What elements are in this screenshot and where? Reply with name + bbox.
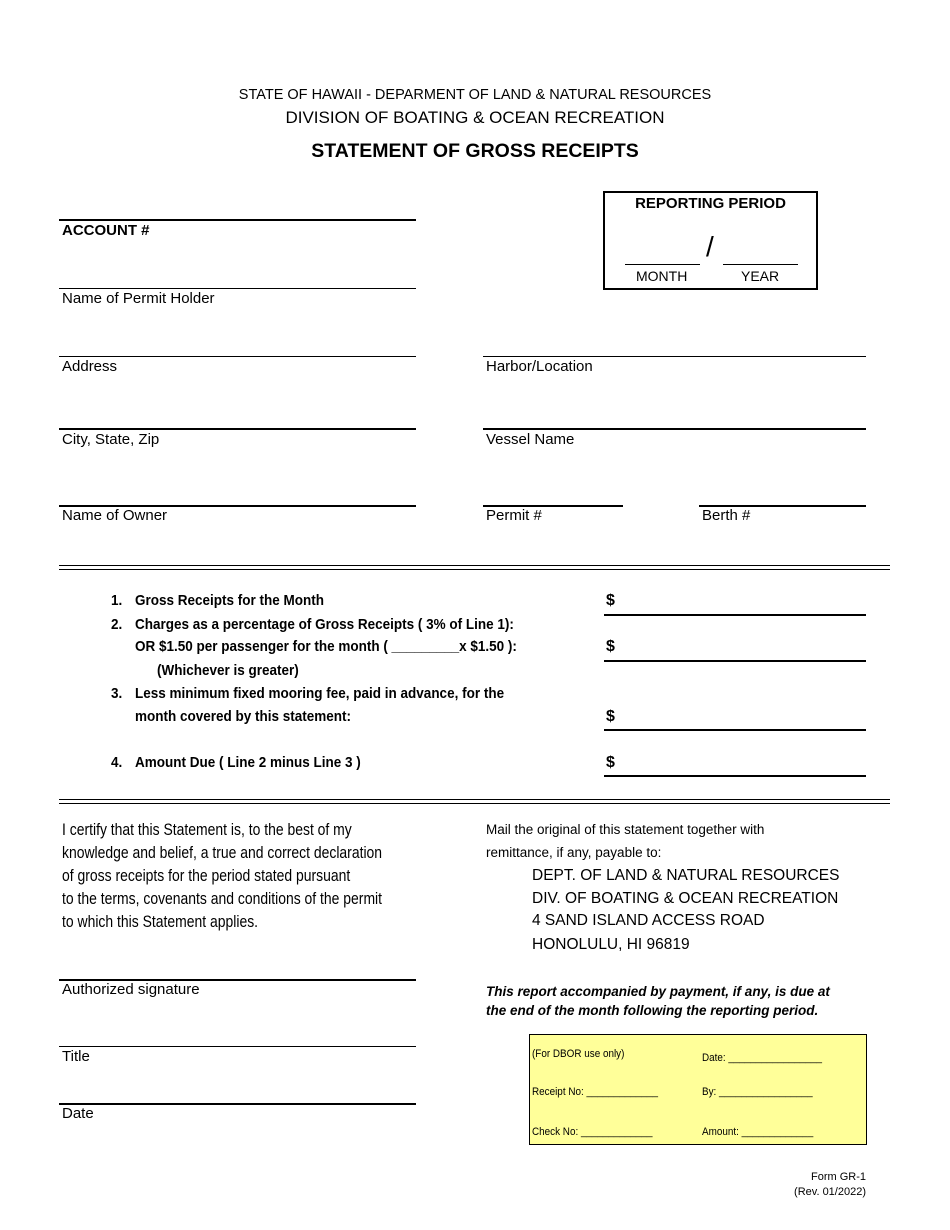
line-1-number: 1.	[111, 592, 123, 609]
office-receipt-field[interactable]: Receipt No: _____________	[532, 1086, 659, 1098]
reporting-period-title: REPORTING PERIOD	[635, 195, 786, 212]
line-3-currency: $	[606, 708, 615, 725]
berth-label: Berth #	[702, 507, 751, 524]
mail-address-line: HONOLULU, HI 96819	[532, 936, 690, 953]
section-divider	[59, 799, 890, 804]
month-input-line[interactable]	[625, 264, 700, 265]
mail-address-line: 4 SAND ISLAND ACCESS ROAD	[532, 912, 765, 929]
agency-heading: STATE OF HAWAII - DEPARMENT OF LAND & NATURAL RESOURCES	[238, 87, 712, 103]
permit-holder-line[interactable]	[59, 288, 416, 289]
line-2-text-b: OR $1.50 per passenger for the month ( _________x $1.50 ):	[135, 638, 517, 655]
office-check-field[interactable]: Check No: _____________	[532, 1126, 653, 1138]
certification-text	[62, 818, 383, 933]
office-amount-field[interactable]: Amount: _____________	[702, 1126, 814, 1138]
line-1-text: Gross Receipts for the Month	[135, 592, 325, 609]
line-2-number: 2.	[111, 616, 123, 633]
title-line[interactable]	[59, 1046, 416, 1047]
office-use-box	[529, 1034, 867, 1145]
section-divider	[59, 565, 890, 570]
owner-label: Name of Owner	[62, 507, 168, 524]
permit-label: Permit #	[486, 507, 542, 524]
mail-intro-line-2: remittance, if any, payable to:	[486, 845, 662, 860]
office-by-field[interactable]: By: _________________	[702, 1086, 813, 1098]
vessel-line[interactable]	[483, 428, 866, 430]
certification-line: knowledge and belief, a true and correct declaration	[62, 843, 383, 862]
account-label: ACCOUNT #	[62, 222, 150, 239]
line-1-currency: $	[606, 592, 615, 609]
year-input-line[interactable]	[723, 264, 798, 265]
permit-holder-label: Name of Permit Holder	[62, 290, 215, 307]
mail-address-line: DIV. OF BOATING & OCEAN RECREATION	[532, 890, 839, 907]
line-2-amount-field[interactable]	[604, 660, 866, 662]
city-line[interactable]	[59, 428, 416, 430]
office-use-title: (For DBOR use only)	[532, 1048, 625, 1060]
division-heading: DIVISION OF BOATING & OCEAN RECREATION	[285, 108, 665, 127]
title-label: Title	[62, 1048, 90, 1065]
mail-address-line: DEPT. OF LAND & NATURAL RESOURCES	[532, 867, 840, 884]
certification-line: I certify that this Statement is, to the best of my	[62, 820, 352, 839]
certification-line: to the terms, covenants and conditions of the permit	[62, 889, 383, 908]
page-title: STATEMENT OF GROSS RECEIPTS	[311, 140, 639, 162]
due-notice-line-1: This report accompanied by payment, if any, is due at	[486, 984, 830, 999]
line-1-amount-field[interactable]	[604, 614, 866, 616]
line-3-number: 3.	[111, 685, 123, 702]
line-2-text-c: (Whichever is greater)	[157, 662, 299, 679]
office-date-field[interactable]: Date: _________________	[702, 1052, 823, 1064]
form-number: Form GR-1	[811, 1171, 866, 1183]
line-2-currency: $	[606, 638, 615, 655]
form-revision: (Rev. 01/2022)	[794, 1186, 866, 1198]
account-line[interactable]	[59, 219, 416, 221]
line-4-currency: $	[606, 754, 615, 771]
line-4-amount-field[interactable]	[604, 775, 866, 777]
year-label: YEAR	[741, 268, 780, 284]
mail-intro-line-1: Mail the original of this statement together with	[486, 822, 765, 837]
line-4-number: 4.	[111, 754, 123, 771]
reporting-period-box	[603, 191, 818, 290]
city-label: City, State, Zip	[62, 431, 160, 448]
address-label: Address	[62, 358, 118, 375]
address-line[interactable]	[59, 356, 416, 357]
line-4-text: Amount Due ( Line 2 minus Line 3 )	[135, 754, 361, 771]
harbor-line[interactable]	[483, 356, 866, 357]
due-notice-line-2: the end of the month following the reporting period.	[486, 1003, 819, 1018]
certification-line: of gross receipts for the period stated pursuant	[62, 866, 351, 885]
date-label: Date	[62, 1105, 94, 1122]
signature-label: Authorized signature	[62, 981, 200, 998]
certification-line: to which this Statement applies.	[62, 912, 259, 931]
line-3-text-a: Less minimum fixed mooring fee, paid in advance, for the	[135, 685, 505, 702]
date-line[interactable]	[59, 1103, 416, 1105]
month-label: MONTH	[636, 268, 688, 284]
line-3-amount-field[interactable]	[604, 729, 866, 731]
harbor-label: Harbor/Location	[486, 358, 593, 375]
line-2-text-a: Charges as a percentage of Gross Receipts ( 3% of Line 1):	[135, 616, 514, 633]
vessel-label: Vessel Name	[486, 431, 575, 448]
line-3-text-b: month covered by this statement:	[135, 708, 352, 725]
period-separator: /	[706, 231, 714, 262]
